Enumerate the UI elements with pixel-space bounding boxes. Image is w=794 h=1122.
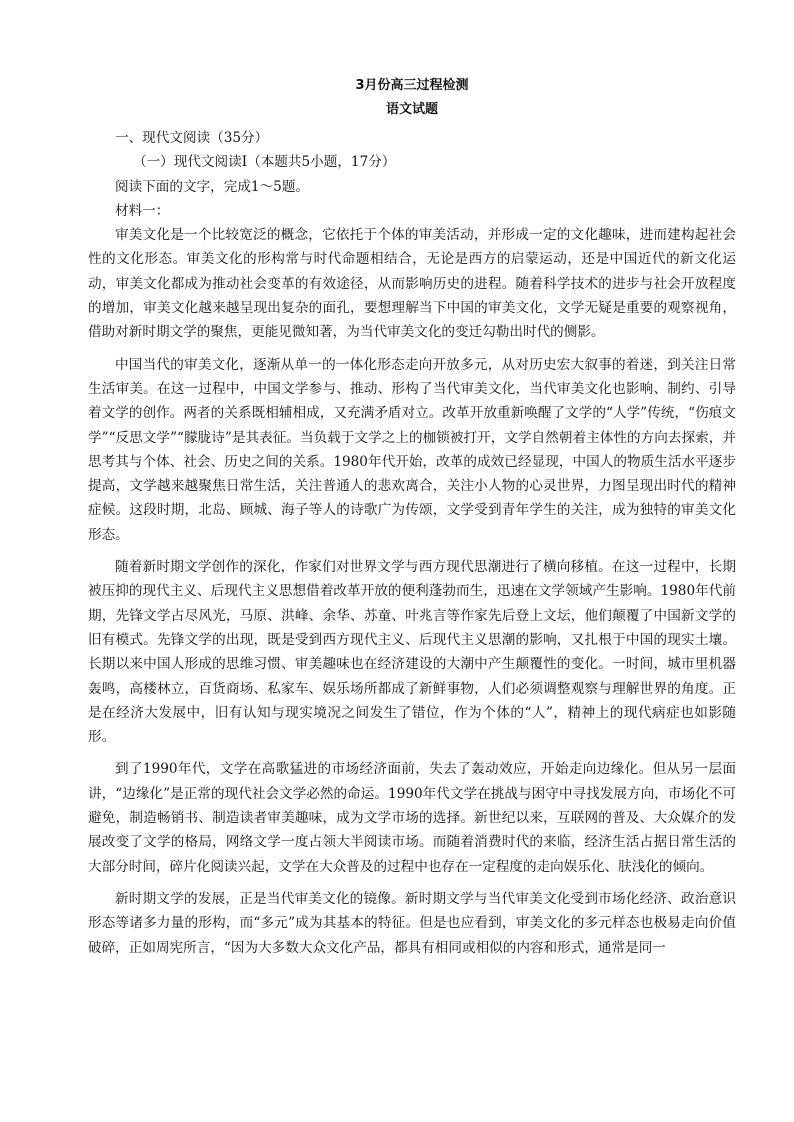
paragraph-1: 审美文化是一个比较宽泛的概念，它依托于个体的审美活动，并形成一定的文化趣味，进而建构起社会性的文化形态。审美文化的形构常与时代命题相结合，无论是西方的启蒙运动，还是中国近代的新文化运动，审美文化都成为推动社会变革的有效途径，从而影响历史的进程。随着科学技术的进步与社会开放程度的增加，审美文化越来越呈现出复杂的面孔，要想理解当下中国的审美文化，文学无疑是重要的观察视角，借助对新时期文学的聚焦，更能见微知著，为当代审美文化的变迁勾勒出时代的侧影。: [88, 227, 736, 341]
paragraph-5: 新时期文学的发展，正是当代审美文化的镜像。新时期文学与当代审美文化受到市场化经济、政治意识形态等诸多力量的形构，而“多元”成为其基本的特征。但是也应看到，审美文化的多元样态也极易走向价值破碎，正如周宪所言，“因为大多数大众文化产品，都具有相同或相似的内容和形式，通常是同一: [88, 890, 736, 956]
document-title: 3月份高三过程检测: [355, 78, 469, 93]
material-label: 材料一：: [115, 202, 170, 219]
section-subheading: （一）现代文阅读I（本题共5小题，17分）: [133, 154, 396, 171]
paragraph-4: 到了1990年代，文学在高歌猛进的市场经济面前，失去了轰动效应，开始走向边缘化。但从另一层面讲，“边缘化”是正常的现代社会文学必然的命运。1990年代文学在挑战与困守中寻找发展方向，市场化不可避免，制造畅销书、制造读者审美趣味，成为文学市场的选择。新世纪以来，互联网的普及、大众媒介的发展改变了文学的格局，网络文学一度占领大半阅读市场。而随着消费时代的来临，经济生活占据日常生活的大部分时间，碎片化阅读兴起，文学在大众普及的过程中也存在一定程度的走向娱乐化、肤浅化的倾向。: [88, 761, 736, 875]
paragraph-3: 随着新时期文学创作的深化，作家们对世界文学与西方现代思潮进行了横向移植。在这一过程中，长期被压抑的现代主义、后现代主义思想借着改革开放的便利蓬勃而生，迅速在文学领域产生影响。1980年代前期，先锋文学占尽风光，马原、洪峰、余华、苏童、叶兆言等作家先后登上文坛，他们颠覆了中国新文学的旧有模式。先锋文学的出现，既是受到西方现代主义、后现代主义思潮的影响，又扎根于中国的现实土壤。长期以来中国人形成的思维习惯、审美趣味也在经济建设的大潮中产生颠覆性的变化。一时间，城市里机器轰鸣，高楼林立，百货商场、私家车、娱乐场所都成了新鲜事物，人们必须调整观察与理解世界的角度。正是在经济大发展中，旧有认知与现实境况之间发生了错位，作为个体的“人”，精神上的现代病症也如影随形。: [88, 559, 736, 746]
reading-instruction: 阅读下面的文字，完成1～5题。: [115, 178, 310, 195]
document-subtitle: 语文试题: [385, 102, 438, 117]
section-heading: 一、现代文阅读（35分）: [115, 130, 269, 146]
paragraph-2: 中国当代的审美文化，逐渐从单一的一体化形态走向开放多元，从对历史宏大叙事的着迷，到关注日常生活审美。在这一过程中，中国文学参与、推动、形构了当代审美文化，当代审美文化也影响、制约、引导着文学的创作。两者的关系既相辅相成，又充满矛盾对立。改革开放重新唤醒了文学的“人学”传统，“伤痕文学”“反思文学”“朦胧诗”是其表征。当负载于文学之上的枷锁被打开，文学自然朝着主体性的方向去探索，并思考其与个体、社会、历史之间的关系。1980年代开始，改革的成效已经显现，中国人的物质生活水平逐步提高，文学越来越聚焦日常生活，关注普通人的悲欢离合，关注小人物的心灵世界，力图呈现出时代的精神症候。这段时期，北岛、顾城、海子等人的诗歌广为传颂，文学受到青年学生的关注，成为独特的审美文化形态。: [88, 356, 736, 543]
